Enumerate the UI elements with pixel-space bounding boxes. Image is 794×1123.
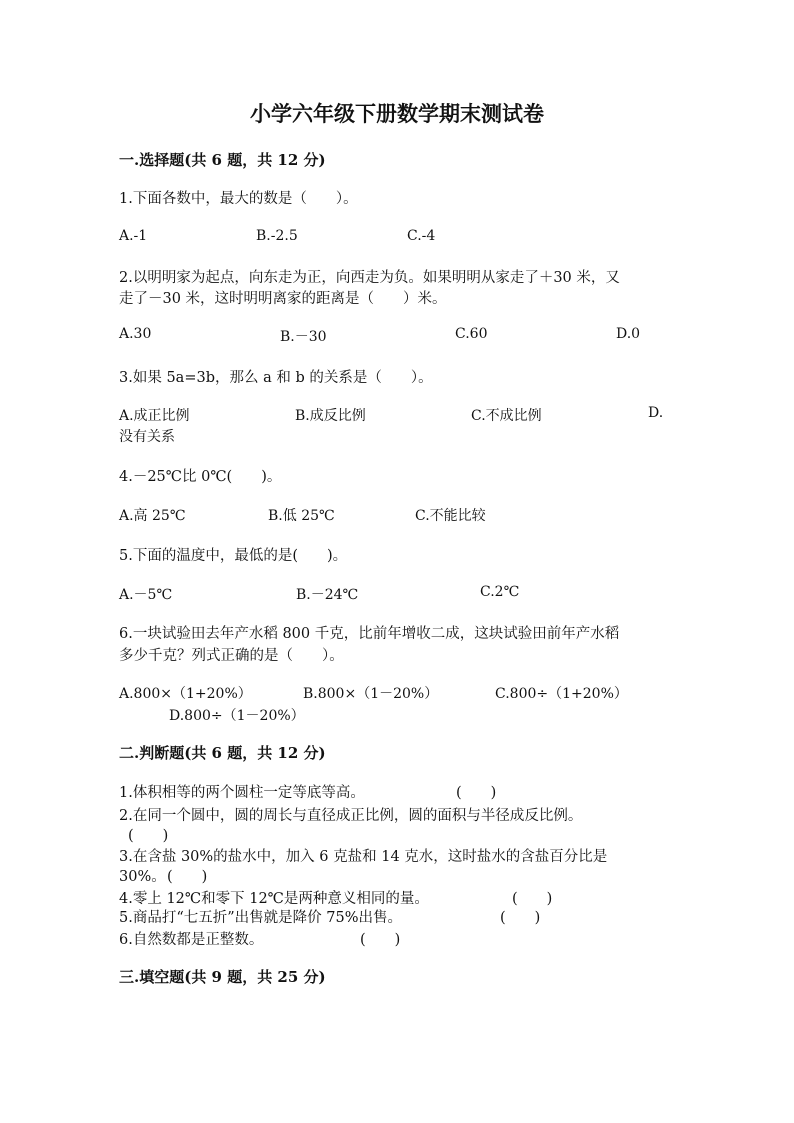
- judge-4-blank: ( ): [512, 891, 553, 907]
- question-3-stem: 3.如果 5a=3b，那么 a 和 b 的关系是（ ）。: [119, 370, 433, 386]
- judge-2-blank: ( ): [128, 828, 169, 844]
- section-heading-fill: 三.填空题(共 9 题，共 25 分): [119, 968, 326, 986]
- question-5-option-a: A.－5℃: [119, 587, 173, 603]
- judge-1-blank: ( ): [456, 785, 497, 801]
- page-title: 小学六年级下册数学期末测试卷: [250, 101, 544, 126]
- question-4-option-a: A.高 25℃: [119, 508, 186, 524]
- judge-5-text: 5.商品打“七五折”出售就是降价 75%出售。: [119, 910, 402, 926]
- question-2-option-a: A.30: [119, 326, 152, 342]
- judge-3-blank: ( ): [167, 869, 208, 885]
- judge-4-text: 4.零上 12℃和零下 12℃是两种意义相同的量。: [119, 891, 429, 907]
- question-3-option-d: D.: [648, 405, 664, 421]
- question-6-option-a: A.800×（1+20%）: [119, 686, 252, 702]
- question-6-option-d: D.800÷（1－20%）: [169, 708, 305, 724]
- section-heading-judge: 二.判断题(共 6 题，共 12 分): [119, 744, 326, 762]
- question-5-option-c: C.2℃: [480, 584, 520, 600]
- question-6-stem-line1: 6.一块试验田去年产水稻 800 千克，比前年增收二成，这块试验田前年产水稻: [119, 626, 620, 642]
- question-5-option-b: B.－24℃: [296, 587, 359, 603]
- question-4-option-c: C.不能比较: [415, 508, 486, 524]
- question-5-stem: 5.下面的温度中，最低的是( )。: [119, 548, 348, 564]
- judge-6-text: 6.自然数都是正整数。: [119, 932, 264, 948]
- question-2-option-d: D.0: [616, 326, 641, 342]
- question-1-option-b: B.-2.5: [256, 228, 298, 244]
- question-3-option-c: C.不成比例: [471, 408, 542, 424]
- judge-5-blank: ( ): [500, 910, 541, 926]
- question-1-option-c: C.-4: [407, 228, 436, 244]
- question-6-option-b: B.800×（1－20%）: [303, 686, 439, 702]
- question-6-stem-line2: 多少千克？列式正确的是（ ）。: [119, 648, 344, 664]
- question-1-option-a: A.-1: [119, 228, 148, 244]
- question-6-option-c: C.800÷（1+20%）: [495, 686, 628, 702]
- question-2-stem-line2: 走了－30 米，这时明明离家的距离是（ ）米。: [119, 291, 447, 307]
- question-3-option-a: A.成正比例: [119, 408, 190, 424]
- judge-6-blank: ( ): [360, 932, 401, 948]
- question-2-option-c: C.60: [455, 326, 488, 342]
- question-3-option-d-text: 没有关系: [119, 429, 175, 445]
- question-3-option-b: B.成反比例: [295, 408, 366, 424]
- judge-3-text-line2: 30%。: [119, 869, 166, 885]
- question-1-stem: 1.下面各数中，最大的数是（ ）。: [119, 191, 358, 207]
- judge-2-text: 2.在同一个圆中，圆的周长与直径成正比例，圆的面积与半径成反比例。: [119, 808, 583, 824]
- question-4-stem: 4.－25℃比 0℃( )。: [119, 469, 282, 485]
- judge-1-text: 1.体积相等的两个圆柱一定等底等高。: [119, 785, 365, 801]
- judge-3-text-line1: 3.在含盐 30%的盐水中，加入 6 克盐和 14 克水，这时盐水的含盐百分比是: [119, 849, 608, 865]
- question-4-option-b: B.低 25℃: [268, 508, 335, 524]
- question-2-option-b: B.－30: [280, 329, 327, 345]
- question-2-stem-line1: 2.以明明家为起点，向东走为正，向西走为负。如果明明从家走了＋30 米，又: [119, 270, 620, 286]
- section-heading-choice: 一.选择题(共 6 题，共 12 分): [119, 151, 326, 169]
